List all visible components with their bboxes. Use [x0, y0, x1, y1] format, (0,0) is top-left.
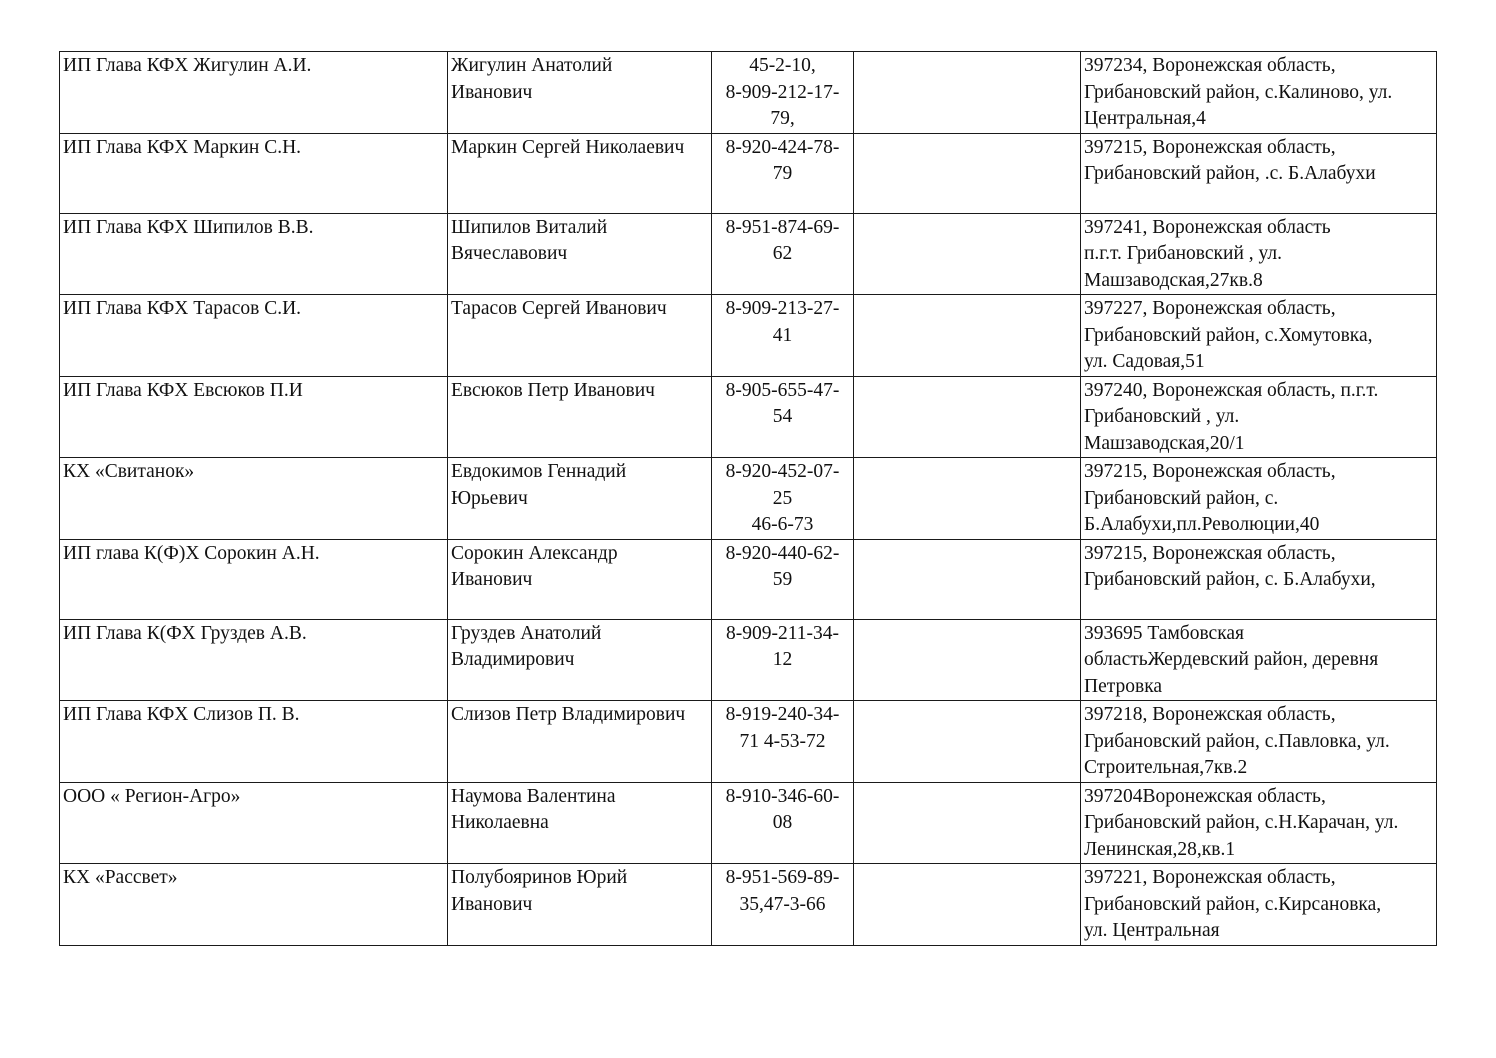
address-cell: [1081, 133, 1437, 213]
organization-cell: ИП Глава КФХ Тарасов С.И.: [60, 295, 448, 377]
phone-cell: [712, 376, 854, 458]
phone-cell-line: 41: [772, 324, 793, 346]
farm-registry-table: [59, 51, 1437, 946]
head-name-cell-line: Евсюков Петр Иванович: [451, 379, 655, 401]
head-name-cell-line: Наумова Валентина: [451, 785, 616, 807]
head-name-cell: [448, 864, 712, 946]
address-cell-line: 397227, Воронежская область,: [1084, 298, 1336, 319]
phone-cell: [712, 52, 854, 134]
organization-cell: ИП Глава К(ФХ Груздев А.В.: [60, 619, 448, 701]
table-row: [60, 213, 1437, 295]
head-name-cell: [448, 701, 712, 783]
address-cell-line: 393695 Тамбовская: [1084, 622, 1245, 644]
head-name-cell-line: Полубояринов Юрий: [451, 867, 628, 888]
empty-cell: [854, 782, 1081, 864]
address-cell-line: Грибановский район, с. Б.Алабухи,: [1084, 569, 1376, 590]
address-cell-line: областьЖердевский район, деревня: [1084, 649, 1379, 670]
empty-cell: [854, 133, 1081, 213]
table-row: [60, 376, 1437, 458]
phone-cell-line: 79,: [770, 108, 795, 129]
phone-cell-line: 8-905-655-47-: [725, 379, 840, 401]
address-cell-line: Петровка: [1084, 675, 1163, 697]
empty-cell: [854, 295, 1081, 377]
address-cell-line: Грибановский район, с.Калиново, ул.: [1084, 81, 1393, 103]
phone-cell-line: 8-909-212-17-: [725, 81, 840, 103]
address-cell-line: Ленинская,28,кв.1: [1084, 838, 1236, 860]
head-name-cell-line: Евдокимов Геннадий: [451, 461, 627, 482]
phone-cell-line: 08: [772, 812, 793, 833]
address-cell-line: ул. Центральная: [1084, 920, 1220, 941]
address-cell-line: Грибановский район, с.Павловка, ул.: [1084, 730, 1390, 752]
table-row: [60, 52, 1437, 134]
head-name-cell: [448, 376, 712, 458]
table-row: [60, 539, 1437, 619]
phone-cell-line: 8-909-211-34-: [725, 622, 839, 644]
head-name-cell-line: Иванович: [451, 893, 533, 915]
head-name-cell-line: Груздев Анатолий: [451, 622, 602, 644]
phone-cell-line: 54: [772, 406, 793, 427]
address-cell-line: 397215, Воронежская область,: [1084, 136, 1336, 158]
table-row: [60, 782, 1437, 864]
head-name-cell-line: Жигулин Анатолий: [451, 55, 613, 76]
address-cell: [1081, 52, 1437, 134]
phone-cell: [712, 133, 854, 213]
phone-cell-line: 71 4-53-72: [739, 730, 826, 752]
head-name-cell-line: Сорокин Александр: [451, 542, 618, 564]
head-name-cell: [448, 213, 712, 295]
organization-cell: ИП Глава КФХ Маркин С.Н.: [60, 133, 448, 213]
organization-cell: ИП Глава КФХ Слизов П. В.: [60, 701, 448, 783]
address-cell: [1081, 539, 1437, 619]
address-cell-line: Строительная,7кв.2: [1084, 757, 1248, 778]
phone-cell-line: 62: [772, 243, 793, 264]
phone-cell: [712, 458, 854, 540]
phone-cell: [712, 701, 854, 783]
empty-cell: [854, 864, 1081, 946]
head-name-cell-line: Тарасов Сергей Иванович: [451, 298, 667, 319]
address-cell-line: Машзаводская,27кв.8: [1084, 269, 1263, 291]
table-row: [60, 295, 1437, 377]
organization-cell: ИП Глава КФХ Жигулин А.И.: [60, 52, 448, 134]
head-name-cell: [448, 458, 712, 540]
address-cell-line: Грибановский район, с.Н.Карачан, ул.: [1084, 812, 1399, 833]
phone-cell-line: 46-6-73: [751, 514, 814, 535]
empty-cell: [854, 458, 1081, 540]
phone-cell-line: 35,47-3-66: [739, 893, 826, 915]
empty-cell: [854, 213, 1081, 295]
phone-cell-line: 8-920-440-62-: [725, 542, 840, 564]
address-cell-line: Центральная,4: [1084, 108, 1206, 129]
head-name-cell-line: Юрьевич: [451, 487, 528, 509]
phone-cell-line: 8-920-452-07-: [725, 461, 840, 482]
head-name-cell: [448, 619, 712, 701]
organization-cell: ООО « Регион-Агро»: [60, 782, 448, 864]
table-row: [60, 458, 1437, 540]
address-cell-line: Грибановский район, с.: [1084, 487, 1279, 509]
address-cell-line: 397234, Воронежская область,: [1084, 55, 1336, 76]
address-cell-line: 397240, Воронежская область, п.г.т.: [1084, 379, 1379, 401]
organization-cell: ИП Глава КФХ Евсюков П.И: [60, 376, 448, 458]
organization-cell: КХ «Рассвет»: [60, 864, 448, 946]
organization-cell: ИП глава К(Ф)Х Сорокин А.Н.: [60, 539, 448, 619]
address-cell: [1081, 213, 1437, 295]
address-cell: [1081, 295, 1437, 377]
address-cell-line: Машзаводская,20/1: [1084, 432, 1245, 454]
phone-cell-line: 8-909-213-27-: [725, 298, 840, 319]
head-name-cell-line: Вячеславович: [451, 243, 568, 264]
phone-cell: [712, 782, 854, 864]
phone-cell-line: 25: [772, 487, 793, 509]
phone-cell: [712, 539, 854, 619]
empty-cell: [854, 619, 1081, 701]
address-cell-line: 397241, Воронежская область: [1084, 216, 1331, 238]
head-name-cell: [448, 52, 712, 134]
head-name-cell-line: Слизов Петр Владимирович: [451, 704, 686, 725]
address-cell: [1081, 619, 1437, 701]
registry-body: [60, 52, 1437, 946]
address-cell-line: Грибановский район, с.Хомутовка,: [1084, 324, 1373, 346]
address-cell-line: 397218, Воронежская область,: [1084, 704, 1336, 725]
head-name-cell-line: Иванович: [451, 569, 533, 590]
empty-cell: [854, 539, 1081, 619]
organization-cell: ИП Глава КФХ Шипилов В.В.: [60, 213, 448, 295]
address-cell-line: Грибановский , ул.: [1084, 406, 1240, 427]
phone-cell-line: 8-910-346-60-: [725, 785, 840, 807]
address-cell: [1081, 458, 1437, 540]
table-row: [60, 133, 1437, 213]
head-name-cell-line: Иванович: [451, 81, 533, 103]
table-row: [60, 864, 1437, 946]
table-row: [60, 701, 1437, 783]
address-cell: [1081, 864, 1437, 946]
head-name-cell-line: Маркин Сергей Николаевич: [451, 136, 685, 158]
organization-cell: КХ «Свитанок»: [60, 458, 448, 540]
empty-cell: [854, 701, 1081, 783]
empty-cell: [854, 52, 1081, 134]
address-cell-line: Грибановский район, с.Кирсановка,: [1084, 893, 1382, 915]
address-cell-line: п.г.т. Грибановский , ул.: [1084, 243, 1282, 264]
phone-cell-line: 45-2-10,: [749, 55, 816, 76]
head-name-cell: [448, 782, 712, 864]
address-cell-line: 397221, Воронежская область,: [1084, 867, 1336, 888]
address-cell-line: ул. Садовая,51: [1084, 351, 1205, 372]
address-cell: [1081, 376, 1437, 458]
address-cell-line: 397204Воронежская область,: [1084, 785, 1326, 807]
head-name-cell: [448, 539, 712, 619]
phone-cell-line: 79: [772, 163, 793, 184]
phone-cell-line: 12: [772, 649, 793, 670]
address-cell-line: Грибановский район, .с. Б.Алабухи: [1084, 163, 1376, 184]
phone-cell: [712, 295, 854, 377]
head-name-cell: [448, 133, 712, 213]
head-name-cell-line: Николаевна: [451, 812, 549, 833]
address-cell-line: 397215, Воронежская область,: [1084, 542, 1336, 564]
empty-cell: [854, 376, 1081, 458]
phone-cell-line: 8-951-874-69-: [725, 216, 840, 238]
address-cell: [1081, 782, 1437, 864]
phone-cell: [712, 213, 854, 295]
phone-cell: [712, 864, 854, 946]
phone-cell-line: 59: [772, 569, 793, 590]
head-name-cell-line: Шипилов Виталий: [451, 216, 608, 238]
address-cell-line: Б.Алабухи,пл.Революции,40: [1084, 514, 1320, 535]
phone-cell: [712, 619, 854, 701]
address-cell: [1081, 701, 1437, 783]
table-row: [60, 619, 1437, 701]
phone-cell-line: 8-951-569-89-: [725, 867, 840, 888]
head-name-cell-line: Владимирович: [451, 649, 575, 670]
phone-cell-line: 8-919-240-34-: [725, 704, 840, 725]
head-name-cell: [448, 295, 712, 377]
address-cell-line: 397215, Воронежская область,: [1084, 461, 1336, 482]
phone-cell-line: 8-920-424-78-: [725, 136, 840, 158]
